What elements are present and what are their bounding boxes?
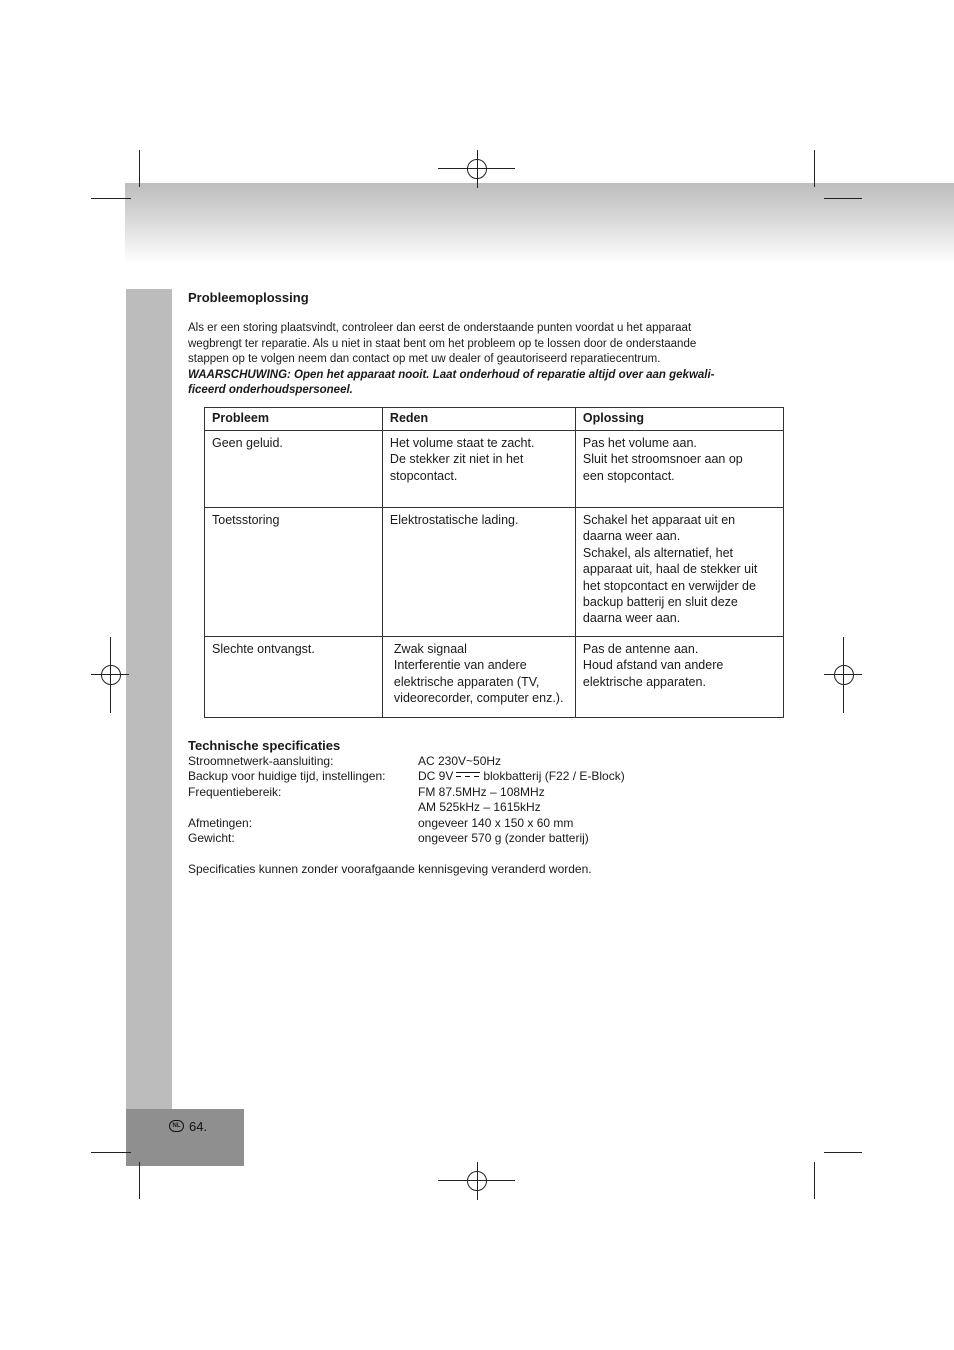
spec-frequency-am: AM 525kHz – 1615kHz	[418, 800, 541, 814]
intro-line: Als er een storing plaatsvindt, controleer dan eerst de onderstaande punten voordat u het apparaat	[188, 322, 692, 334]
spec-backup-label: Backup voor huidige tijd, instellingen:	[188, 769, 386, 783]
spec-power-label: Stroomnetwerk-aansluiting:	[188, 754, 334, 768]
cell-reason: Het volume staat te zacht. De stekker zit niet in het stopcontact.	[382, 431, 575, 508]
header-problem: Probleem	[205, 408, 383, 431]
section-title-troubleshooting: Probleemoplossing	[188, 290, 309, 305]
dc-current-icon	[456, 772, 480, 779]
table-row	[205, 508, 784, 637]
intro-line: stappen op te volgen neem dan contact op met uw dealer of geautoriseerd reparatiecentrum.	[188, 353, 661, 366]
spec-backup-value	[418, 769, 625, 785]
cell-problem: Slechte ontvangst.	[205, 637, 383, 718]
table-row	[205, 431, 784, 508]
cell-solution: Pas de antenne aan. Houd afstand van andere elektrische apparaten.	[575, 637, 783, 718]
table-row	[205, 637, 784, 718]
table-header-row	[205, 408, 784, 431]
troubleshooting-table	[204, 407, 784, 718]
spec-dimensions-label: Afmetingen:	[188, 816, 253, 830]
cell-solution: Pas het volume aan. Sluit het stroomsnoer aan op een stopcontact.	[575, 431, 783, 508]
language-badge: NL	[169, 1120, 184, 1132]
spec-weight-label: Gewicht:	[188, 831, 235, 845]
intro-paragraph	[188, 321, 788, 399]
side-bar	[126, 289, 172, 1109]
spec-frequency-fm: FM 87.5MHz – 108MHz	[418, 785, 545, 799]
cell-problem: Geen geluid.	[205, 431, 383, 508]
page-number: 64.	[189, 1119, 208, 1134]
cell-problem: Toetsstoring	[205, 508, 383, 637]
cell-reason: Zwak signaal Interferentie van andere elektrische apparaten (TV, videorecorder, computer enz.).	[382, 637, 575, 718]
header-solution: Oplossing	[575, 408, 783, 431]
section-title-specifications: Technische specificaties	[188, 738, 341, 753]
header-band	[125, 183, 954, 263]
page-number-tab	[126, 1109, 244, 1166]
intro-line: wegbrengt ter reparatie. Als u niet in staat bent om het probleem op te lossen door de onderstaande	[188, 337, 697, 350]
spec-weight-value: ongeveer 570 g (zonder batterij)	[418, 831, 589, 845]
spec-frequency-label: Frequentiebereik:	[188, 785, 282, 799]
cell-solution: Schakel het apparaat uit en daarna weer aan. Schakel, als alternatief, het apparaat uit, haal de stekker uit het stopcontact en verwijder de backup batterij en sluit deze daarna weer aan.	[575, 508, 783, 637]
spec-power-value: AC 230V~50Hz	[418, 754, 502, 768]
warning-line: WAARSCHUWING: Open het apparaat nooit. Laat onderhoud of reparatie altijd over aan gekwali-	[188, 368, 715, 381]
cell-reason: Elektrostatische lading.	[382, 508, 575, 637]
spec-backup-suffix: blokbatterij (F22 / E-Block)	[483, 769, 625, 783]
specifications-footnote: Specificaties kunnen zonder voorafgaande kennisgeving veranderd worden.	[188, 862, 592, 876]
spec-backup-prefix: DC 9V	[418, 769, 454, 783]
warning-line: ficeerd onderhoudspersoneel.	[188, 384, 353, 397]
spec-dimensions-value: ongeveer 140 x 150 x 60 mm	[418, 816, 574, 830]
header-reason: Reden	[382, 408, 575, 431]
